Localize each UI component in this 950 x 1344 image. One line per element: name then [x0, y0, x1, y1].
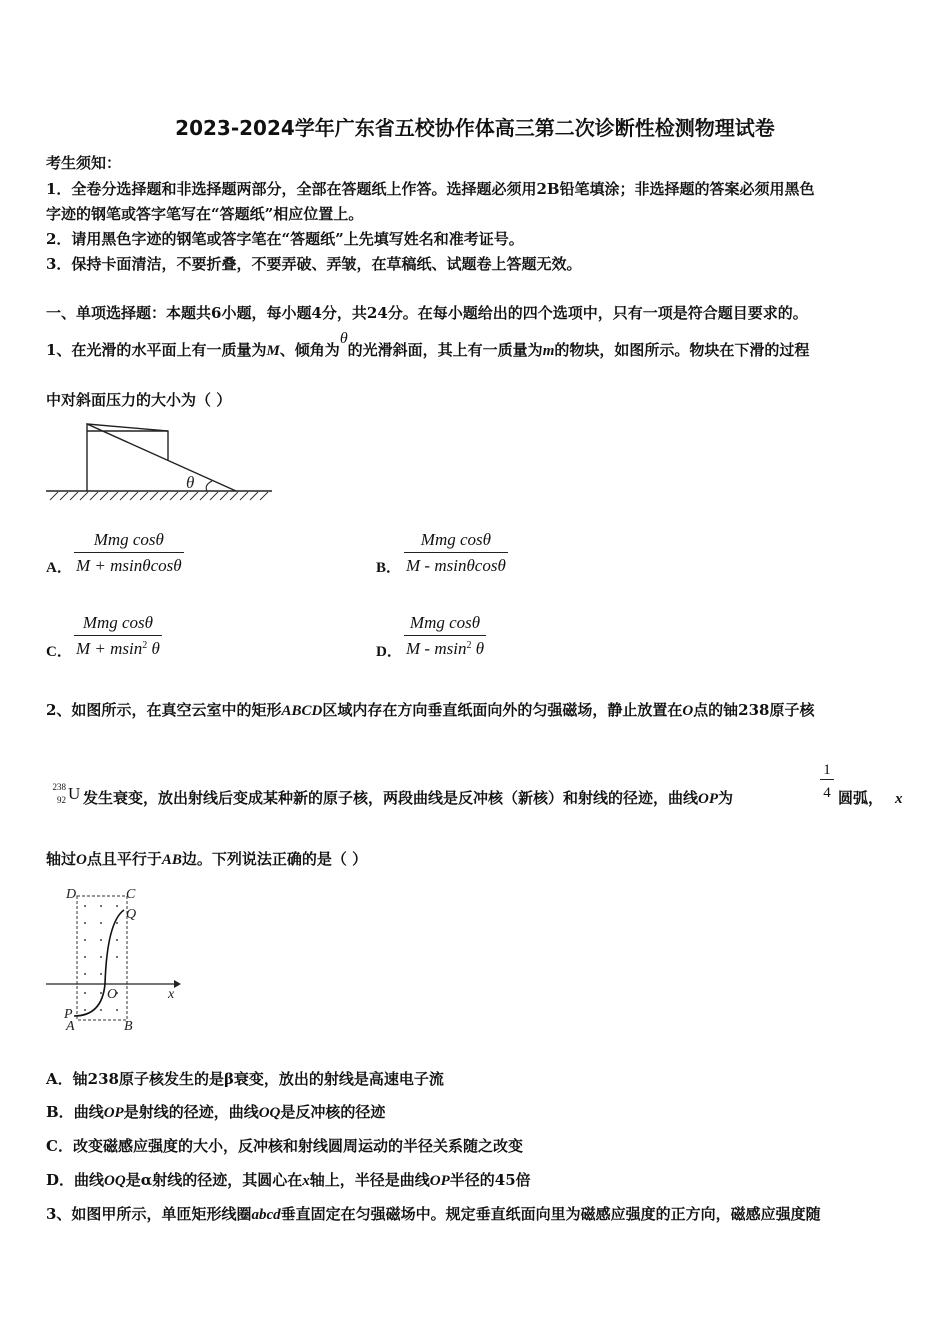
incline-triangle [87, 424, 236, 491]
q1-option-c-num: Mmg cosθ [82, 613, 154, 632]
q3-stem-line1: 3、如图甲所示，单匝矩形线圈abcd垂直固定在匀强磁场中。规定垂直纸面向里为磁感应强度的正方向，磁感应强度随 [46, 1205, 821, 1223]
section-heading: 一、单项选择题：本题共6小题，每小题4分，共24分。在每小题给出的四个选项中，只有一项是符合题目要求的。 [46, 304, 808, 322]
quarter-fraction-num: 1 [823, 762, 831, 778]
q1-option-c-fraction [74, 613, 162, 659]
notice-heading: 考生须知： [46, 154, 122, 172]
q2-var-abcd: ABCD [281, 703, 323, 719]
isotope-mass-number: 238 [52, 782, 66, 792]
q1-option-c-den: M + msin$^2$ θ [74, 635, 162, 659]
q1-option-b-fraction [404, 530, 508, 576]
q1-text-d: 的物块，如图所示。物块在下滑的过程 [554, 341, 810, 359]
q1-option-a-num: Mmg cosθ [93, 530, 164, 549]
notice-item-2: 2．请用黑色字迹的钢笔或答字笔在“答题纸”上先填写姓名和准考证号。 [46, 230, 524, 248]
q2-var-o: O [682, 703, 694, 719]
notice-item-3: 3．保持卡面清洁，不要折叠，不要弄破、弄皱，在草稿纸、试题卷上答题无效。 [46, 255, 582, 273]
q1-text-b: 、倾角为 [279, 341, 340, 359]
q1-option-b-label: B． [376, 560, 402, 576]
q1-option-d-label: D． [376, 644, 402, 660]
angle-arc [206, 481, 212, 491]
x-axis-arrow [174, 980, 181, 988]
label-c: C [126, 887, 136, 902]
q1-option-a-den: M + msinθcosθ [74, 552, 184, 576]
q1-option-d-den: M - msin$^2$ θ [404, 635, 486, 659]
notice-item-1: 1．全卷分选择题和非选择题两部分，全部在答题纸上作答。选择题必须用2B铅笔填涂；非选择题的答案必须用黑色 [46, 180, 815, 198]
q2-option-b: B．曲线OP是射线的径迹，曲线OQ是反冲核的径迹 [46, 1103, 386, 1121]
q2-cloud-chamber-figure [44, 882, 184, 1034]
q1-stem-line1 [46, 330, 810, 360]
isotope-symbol: U [68, 784, 81, 803]
q1-option-d-num: Mmg cosθ [409, 613, 481, 632]
q1-text-a: 1、在光滑的水平面上有一质量为 [46, 341, 267, 359]
q2-option-c: C．改变磁感应强度的大小，反冲核和射线圆周运动的半径关系随之改变 [46, 1137, 523, 1155]
q2-option-d: D．曲线OQ是α射线的径迹，其圆心在x轴上，半径是曲线OP半径的45倍 [46, 1171, 531, 1189]
angle-theta-label: θ [186, 473, 195, 492]
page-title: 2023-2024学年广东省五校协作体高三第二次诊断性检测物理试卷 [175, 116, 775, 140]
q2-var-x: x [895, 791, 903, 807]
quarter-fraction-den: 4 [820, 779, 834, 802]
label-a: A [66, 1019, 75, 1034]
notice-item-1-cont: 字迹的钢笔或答字笔写在“答题纸”相应位置上。 [46, 205, 364, 223]
q3-var-abcd: abcd [251, 1207, 281, 1223]
q1-option-a-label: A． [46, 560, 72, 576]
q1-option-d-fraction [404, 613, 486, 659]
label-b: B [124, 1019, 133, 1034]
label-o: O [107, 987, 118, 1002]
q1-theta: θ [339, 330, 348, 347]
q1-var-m: m [542, 343, 555, 359]
q1-incline-figure [44, 418, 276, 506]
q2-var-op: OP [698, 791, 719, 807]
q2-stem-line2-end: 圆弧， x [838, 789, 903, 807]
q2-stem-line3: 轴过O点且平行于AB边。下列说法正确的是（ ） [46, 850, 368, 868]
q1-option-b-den: M - msinθcosθ [404, 552, 508, 576]
q2-stem-line2: 发生衰变，放出射线后变成某种新的原子核，两段曲线是反冲核（新核）和射线的径迹，曲线OP为 [83, 789, 734, 807]
isotope-atomic-number: 92 [57, 795, 66, 805]
label-q: Q [126, 907, 137, 922]
q2-stem-line1: 2、如图所示，在真空云室中的矩形ABCD区域内存在方向垂直纸面向外的匀强磁场，静止放置在O点的铀238原子核 [46, 701, 815, 719]
ground-hatching [50, 492, 268, 500]
q1-option-b-num: Mmg cosθ [420, 530, 491, 549]
label-x: x [168, 987, 175, 1002]
q1-option-a-fraction [74, 530, 184, 576]
track-oq [105, 910, 124, 984]
label-d: D [66, 887, 77, 902]
q1-var-M: M [266, 343, 280, 359]
q1-option-c-label: C． [46, 644, 72, 660]
track-op [74, 984, 105, 1016]
quarter-fraction [820, 761, 834, 802]
q1-text-c: 的光滑斜面，其上有一质量为 [347, 341, 543, 359]
label-p: P [64, 1007, 73, 1022]
q1-stem-line2: 中对斜面压力的大小为（ ） [46, 391, 232, 409]
q2-option-a: A．铀238原子核发生的是β衰变，放出的射线是高速电子流 [46, 1070, 444, 1088]
